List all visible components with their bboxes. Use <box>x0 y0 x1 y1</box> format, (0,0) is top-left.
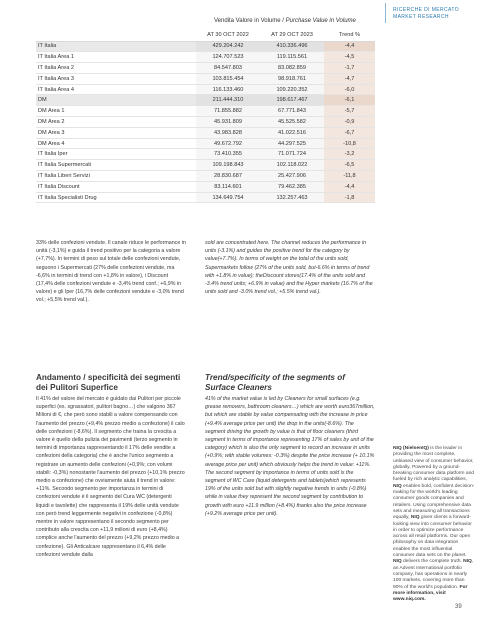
row-label: IT Italia Iper <box>36 149 196 160</box>
row-label: IT Italia Area 2 <box>36 63 196 74</box>
row-value-2023: 67.771.843 <box>260 106 324 117</box>
row-value-2022: 83.114.601 <box>196 181 260 192</box>
row-trend: -4,7 <box>324 73 375 84</box>
sidebar-bold-3: NIQ <box>410 515 420 521</box>
row-trend: -5,7 <box>324 106 375 117</box>
row-value-2023: 410.336.496 <box>260 41 324 52</box>
row-trend: -6,1 <box>324 95 375 106</box>
row-value-2022: 49.672.792 <box>196 138 260 149</box>
table-row <box>36 171 375 182</box>
row-label: IT Italia Supermercati <box>36 160 196 171</box>
row-trend: -10,8 <box>324 138 375 149</box>
row-value-2023: 44.297.525 <box>260 138 324 149</box>
row-value-2022: 124.707.523 <box>196 52 260 63</box>
row-value-2023: 119.115.561 <box>260 52 324 63</box>
row-value-2022: 134.649.754 <box>196 192 260 203</box>
row-label: DM Area 2 <box>36 117 196 128</box>
row-label: IT Italia Liberi Servizi <box>36 171 196 182</box>
row-label: DM Area 1 <box>36 106 196 117</box>
table-row <box>36 117 375 128</box>
table-row <box>36 138 375 149</box>
row-value-2022: 43.983.828 <box>196 127 260 138</box>
row-label: IT Italia Area 4 <box>36 84 196 95</box>
english-intro-text: sold are concentrated here. The channel reduces the performance in units (-3.1%) and guides the positive trend for the category by value(+7.7%). In terms of weight on the total of the units sold, Supermarkets follow (27% of the units sold, but-6.6% in terms of trend with +1.8% in value); theDiscount stores(17.4% of the units sold and -3.4% trend units; +6.9% in value) and the Hyper markets (16.7% of the units sold and -3.0% trend vol.; +5.5% trend val.). <box>205 240 373 296</box>
company-sidebar <box>393 446 475 603</box>
sidebar-text-2: enables bold, confident decision-making for the world's leading consumer goods companies and retailers. Using comprehensive data sets and measuring all transactions equally, <box>393 483 475 521</box>
row-trend: -0,9 <box>324 117 375 128</box>
table-header-label <box>36 30 196 41</box>
row-trend: -4,4 <box>324 181 375 192</box>
row-label: DM Area 4 <box>36 138 196 149</box>
table-row <box>36 95 375 106</box>
brand-line-italian: RICERCHE DI MERCATO <box>393 7 460 13</box>
table-row <box>36 127 375 138</box>
row-label: IT Italia <box>36 41 196 52</box>
table-header-2022: AT 30 OCT 2022 <box>196 30 260 41</box>
row-value-2022: 45.931.809 <box>196 117 260 128</box>
row-value-2023: 25.427.906 <box>260 171 324 182</box>
table-row <box>36 192 375 203</box>
table-row <box>36 41 375 52</box>
row-trend: -3,2 <box>324 149 375 160</box>
english-section <box>205 373 375 518</box>
row-trend: -11,8 <box>324 171 375 182</box>
table-row <box>36 73 375 84</box>
sidebar-text-4: delivers the complete truth. <box>401 559 464 565</box>
header-divider <box>385 3 386 23</box>
row-value-2022: 71.855.882 <box>196 106 260 117</box>
sidebar-text-3: gives clients a forward-looking view into consumer behavior in order to optimize performance across all retail platforms. Our open philosophy on data integration enables the most influential consumer data sets on the planet. <box>393 515 472 559</box>
row-label: IT Italia Area 3 <box>36 73 196 84</box>
table-header-2023: AT 29 OCT 2023 <box>260 30 324 41</box>
row-value-2023: 198.617.467 <box>260 95 324 106</box>
row-trend: -6,7 <box>324 127 375 138</box>
row-label: DM Area 3 <box>36 127 196 138</box>
italian-section-title: Andamento / specificità dei segmenti dei Pulitori Superfice <box>36 373 181 392</box>
table-title-en: Purchase Value in Volume <box>285 18 356 24</box>
brand-line-english: MARKET RESEARCH <box>393 14 449 20</box>
english-section-body: 41% of the market value is led by Cleaners for small surfaces (e.g. grease removers, bathroom cleaners…) which are worth euro367million, but which are stable by value compensating with the increase in price (+9.4% average price per unit) the drop in the units(-8.6%). The segment driving the growth by value is that of floor cleaners (third segment in terms of importance representing 17% of sales by unit of the category) which is also the only segment to record an increase in units (+0.9%; with stable volumes: -0.3%) despite the price increase (+ 10.1% average price per unit) which obviously helps the trend in value: +11%. The second segment by importance in terms of units sold is the segment of WC Care (liquid detergents and tablets)which represents 19% of the units sold but with slightly negative trends in units (-0.8%) while in value they represent the second segment by contribution to growth with euro +11.9 million (+8.4%) thanks also the price increase (+9.2% average price per unit). <box>205 396 375 517</box>
sidebar-bold-4: NIQ <box>393 559 402 565</box>
row-value-2023: 41.022.516 <box>260 127 324 138</box>
row-value-2023: 109.220.352 <box>260 84 324 95</box>
row-trend: -1,7 <box>324 63 375 74</box>
row-trend: -4,5 <box>324 52 375 63</box>
sidebar-bold-2: NIQ <box>393 483 402 489</box>
row-value-2022: 84.547.803 <box>196 63 260 74</box>
table-title <box>214 18 356 24</box>
row-value-2022: 103.815.454 <box>196 73 260 84</box>
table-row <box>36 84 375 95</box>
italian-intro-column <box>36 239 186 305</box>
page-number: 39 <box>455 604 462 610</box>
italian-intro-text: 33% delle confezioni vendute. Il canale riduce le performance in unità (-3,1%) e guida il trend positivo per la categoria a valore (+7,7%). In termini di peso sul totale delle confezioni vendute, seguono i Supermercati (27% delle confezioni vendute, ma -6,6% in termini di trend con +1,8% in valore), i Discount (17,4% delle confezioni vendute e -3,4% trend conf.; +6,9% in valore) e gli Iper (16,7% delle confezioni vendute e -3,0% trend vol.; +5,5% trend val.). <box>36 240 186 304</box>
table-row <box>36 106 375 117</box>
english-section-title: Trend/specificity of the segments of Surface Cleaners <box>205 373 345 392</box>
table-header-trend: Trend % <box>324 30 375 41</box>
italian-section <box>36 373 186 559</box>
table-row <box>36 160 375 171</box>
brand-block <box>393 7 475 20</box>
row-value-2023: 83.082.859 <box>260 63 324 74</box>
row-value-2022: 73.410.355 <box>196 149 260 160</box>
row-value-2023: 79.462.385 <box>260 181 324 192</box>
sidebar-bold-1: NIQ (NielsenIQ) <box>393 446 429 451</box>
row-trend: -6,0 <box>324 84 375 95</box>
row-trend: -6,5 <box>324 160 375 171</box>
row-value-2023: 45.525.582 <box>260 117 324 128</box>
row-value-2022: 109.198.843 <box>196 160 260 171</box>
table-title-it: Vendita Valore in Volume / <box>214 18 286 24</box>
row-value-2022: 211.444.310 <box>196 95 260 106</box>
table-row <box>36 63 375 74</box>
row-label: DM <box>36 95 196 106</box>
row-value-2022: 116.133.460 <box>196 84 260 95</box>
sidebar-text-5: , an Advent International portfolio company, has operations in nearly 100 markets, covering more than 90% of the world's population. <box>393 559 474 590</box>
row-label: IT Italia Discount <box>36 181 196 192</box>
row-trend: -1,8 <box>324 192 375 203</box>
table-row <box>36 52 375 63</box>
row-value-2022: 28.830.687 <box>196 171 260 182</box>
table-body <box>36 41 375 203</box>
row-trend: -4,4 <box>324 41 375 52</box>
row-value-2022: 429.204.242 <box>196 41 260 52</box>
sidebar-more-info: For more information, visit www.niq.com. <box>393 584 468 603</box>
row-label: IT Italia Area 1 <box>36 52 196 63</box>
italian-section-body: Il 41% del valore del mercato è guidato dai Pulitori per piccole superfici (es. sgrassatori, pulitori bagno…) che valgono 367 Milioni di €, che però sono stabili a valore compensando con l'aumento del prezzo (+9,4% prezzo medio a confezione) il calo delle confezioni (-8,6%). Il segmento che traina la crescita a valore è quello della pulizia dei pavimenti (terzo segmento in termini di importanza rappresentando il 17% delle vendite a confezioni della categoria) che è anche l'unico segmento a registrare un aumento delle confezioni (+0,9%; con volumi stabili: -0,3%) nonostante l'aumento del prezzo (+10,1% prezzo medio a confezione) che ovviamente aiuta il trend in valore: +11%. Secondo segmento per importanza in termini di confezioni vendute è il segmento del Cura WC (detergenti liquidi e tavolette) che rappresenta il 19% delle unità vendute con però trend leggermente negativi in confezione (-0,8%) mentre in valore rappresentano il secondo segmento per contributo alla crescita con +11,9 milioni di euro (+8,4%) complice anche l'aumento del prezzo (+9,2% prezzo medio a confezione). Gli Anticalcare rappresentano il 6,4% delle confezioni vendute dalla <box>36 396 185 558</box>
english-intro-column <box>205 239 375 296</box>
sales-table <box>36 30 375 203</box>
row-value-2023: 132.257.463 <box>260 192 324 203</box>
table-header-row <box>36 30 375 41</box>
row-value-2023: 98.918.761 <box>260 73 324 84</box>
table-row <box>36 181 375 192</box>
row-label: IT Italia Specialisti Drug <box>36 192 196 203</box>
sidebar-text-1: is the leader in providing the most complete, unbiased view of consumer behavior, globally. Powered by a ground-breaking consumer data platform and fueled by rich analytic capabilities, <box>393 446 475 483</box>
row-value-2023: 71.071.724 <box>260 149 324 160</box>
table-row <box>36 149 375 160</box>
sidebar-bold-5: NIQ <box>463 559 472 565</box>
row-value-2023: 102.118.022 <box>260 160 324 171</box>
